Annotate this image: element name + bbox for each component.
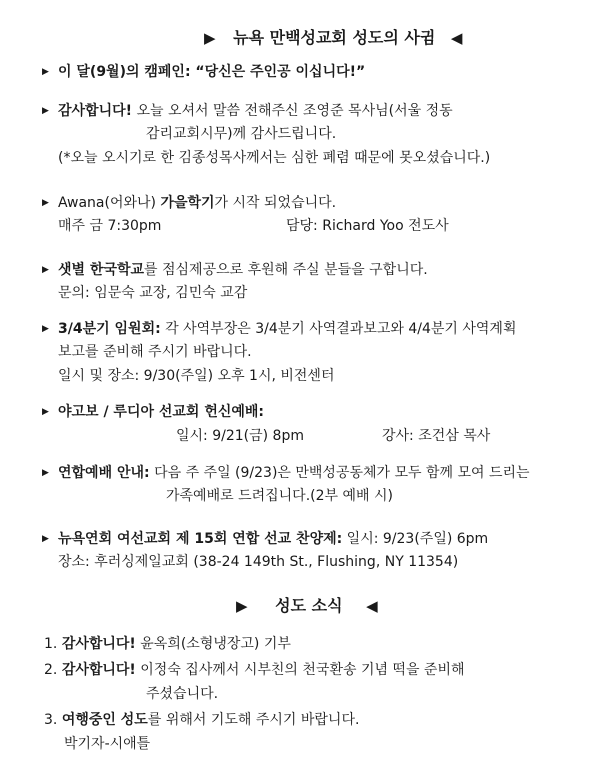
praise-festival-label: 뉴욕연회 여선교회 제 15회 연합 선교 찬양제:: [58, 531, 343, 547]
worship-service-time: 일시: 9/21(금) 8pm: [176, 428, 304, 444]
news-number: 3.: [44, 712, 58, 728]
announcement-praise-festival: [58, 529, 488, 549]
thanks-label: 감사합니다!: [58, 103, 133, 119]
worship-service-speaker: 강사: 조건삼 목사: [382, 428, 491, 444]
announcement-thanks: [58, 101, 453, 121]
news-text: 를 위해서 기도해 주시기 바랍니다.: [147, 712, 360, 728]
news-item-1: [44, 634, 291, 654]
announcement-awana: [58, 193, 336, 213]
awana-text: 가 시작 되었습니다.: [214, 195, 337, 211]
joint-worship-line2: 가족예배로 드려집니다.(2부 예배 시): [166, 488, 393, 504]
bullet-icon: ▶: [42, 67, 49, 77]
announcement-campaign: [58, 62, 365, 82]
bullet-icon: ▶: [42, 468, 49, 478]
joint-worship-text: 다음 주 주일 (9/23)은 만백성공동체가 모두 함께 모여 드리는: [149, 465, 530, 481]
news-item-2: [44, 660, 465, 680]
news-text: 윤옥희(소형냉장고) 기부: [135, 636, 291, 652]
bullet-icon: ▶: [42, 534, 49, 544]
right-pointing-triangle-icon: ▶: [204, 29, 216, 47]
announcement-meeting: [58, 319, 516, 339]
praise-festival-place: 장소: 후러싱제일교회 (38-24 149th St., Flushing, NY 11354): [58, 554, 459, 570]
thanks-text: 오늘 오셔서 말씀 전해주신 조영준 목사님(서울 정동: [132, 103, 453, 119]
announcement-joint-worship: [58, 463, 530, 483]
news-title-text: 성도 소식: [275, 596, 343, 615]
awana-contact: 담당: Richard Yoo 전도사: [286, 218, 449, 234]
left-pointing-triangle-icon: ◀: [366, 597, 378, 615]
bullet-icon: ▶: [42, 407, 49, 417]
school-contact: 문의: 임문숙 교장, 김민숙 교감: [58, 285, 248, 301]
school-text: 를 점심제공으로 후원해 주실 분들을 구합니다.: [144, 262, 428, 278]
meeting-time-place: 일시 및 장소: 9/30(주일) 오후 1시, 비전센터: [58, 368, 335, 384]
meeting-label: 3/4분기 임원회:: [58, 321, 161, 337]
campaign-text: 이 달(9월)의 캠페인: “당신은 주인공 이십니다!”: [58, 64, 366, 80]
bullet-icon: ▶: [42, 198, 49, 208]
bullet-icon: ▶: [42, 265, 49, 275]
news-text: 이정숙 집사께서 시부친의 천국환송 기념 떡을 준비해: [135, 662, 465, 678]
news-item-3: [44, 710, 359, 730]
bullet-icon: ▶: [42, 106, 49, 116]
meeting-text: 각 사역부장은 3/4분기 사역결과보고와 4/4분기 사역계획: [160, 321, 517, 337]
bullet-icon: ▶: [42, 324, 49, 334]
news-label: 감사합니다!: [61, 636, 136, 652]
left-pointing-triangle-icon: ◀: [450, 29, 463, 47]
page-title-text: 뉴욕 만백성교회 성도의 사귐: [233, 28, 436, 47]
news-label: 여행중인 성도: [61, 712, 148, 728]
thanks-note: (*오늘 오시기로 한 김종성목사께서는 심한 폐렴 때문에 못오셨습니다.): [58, 150, 491, 166]
right-pointing-triangle-icon: ▶: [236, 597, 248, 615]
announcement-school: [58, 260, 428, 280]
worship-service-label: 야고보 / 루디아 선교회 헌신예배:: [58, 404, 265, 420]
joint-worship-label: 연합예배 안내:: [58, 465, 150, 481]
news-item-2-line2: 주셨습니다.: [146, 686, 219, 702]
meeting-line2: 보고를 준비해 주시기 바랍니다.: [58, 344, 252, 360]
news-number: 2.: [44, 662, 58, 678]
news-section-title: [236, 596, 378, 616]
news-item-3-line2: 박기자-시애틀: [64, 736, 151, 752]
school-label: 샛별 한국학교: [58, 262, 145, 278]
news-number: 1.: [44, 636, 58, 652]
news-label: 감사합니다!: [61, 662, 136, 678]
thanks-line2: 감리교회시무)께 감사드립니다.: [146, 126, 337, 142]
awana-prefix: Awana(어와나): [58, 195, 161, 211]
praise-festival-time: 일시: 9/23(주일) 6pm: [342, 531, 489, 547]
awana-schedule: 매주 금 7:30pm: [58, 218, 162, 234]
awana-label: 가을학기: [160, 195, 215, 211]
page-title: [204, 28, 462, 48]
